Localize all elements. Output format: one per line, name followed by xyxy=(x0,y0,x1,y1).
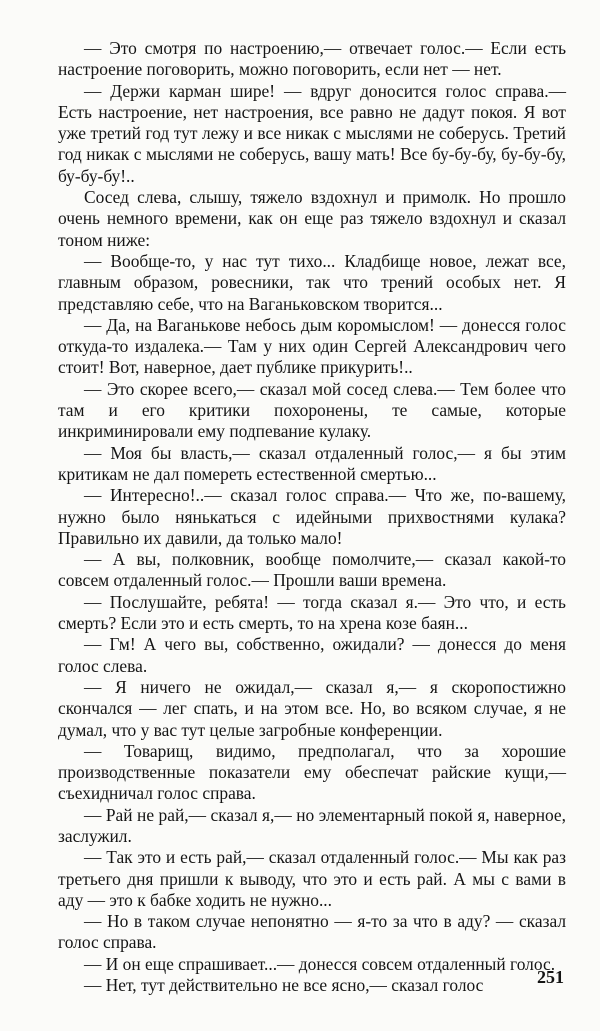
paragraph: — Послушайте, ребята! — тогда сказал я.— Это что, и есть смерть? Если это и есть смерть, то на хрена козе баян... xyxy=(58,591,566,634)
paragraph: — Это смотря по настроению,— отвечает голос.— Если есть настроение поговорить, можно поговорить, если нет — нет. xyxy=(58,38,566,80)
paragraph: Сосед слева, слышу, тяжело вздохнул и примолк. Но прошло очень немного времени, как он еще раз тяжело вздохнул и сказал тоном ниже: xyxy=(58,187,566,250)
paragraph: — Гм! А чего вы, собственно, ожидали? — донесся до меня голос слева. xyxy=(58,634,566,676)
paragraph: — А вы, полковник, вообще помолчите,— сказал какой-то совсем отдаленный голос.— Прошли ваши времена. xyxy=(58,549,566,591)
paragraph: — Моя бы власть,— сказал отдаленный голос,— я бы этим критикам не дал помереть естественной смертью... xyxy=(58,442,566,484)
paragraph: — Товарищ, видимо, предполагал, что за хорошие производственные показатели ему обеспечат райские кущи,— съехидничал голос справа. xyxy=(58,740,566,804)
paragraph: — Вообще-то, у нас тут тихо... Кладбище новое, лежат все, главным образом, ровесники, так что трений особых нет. Я представляю себе, что на Ваганьковском творится... xyxy=(58,250,566,314)
body-text xyxy=(58,38,566,996)
paragraph: — Но в таком случае непонятно — я-то за что в аду? — сказал голос справа. xyxy=(58,911,566,953)
paragraph: — Так это и есть рай,— сказал отдаленный голос.— Мы как раз третьего дня пришли к выводу, что это и есть рай. А мы с вами в аду — это к бабке ходить не нужно... xyxy=(58,847,566,910)
paragraph: — Рай не рай,— сказал я,— но элементарный покой я, наверное, заслужил. xyxy=(58,804,566,846)
page-number: 251 xyxy=(537,967,564,987)
paragraph: — Держи карман шире! — вдруг доносится голос справа.— Есть настроение, нет настроения, все равно не дадут покоя. Я вот уже третий год тут лежу и все никак с мыслями не соберусь. Третий год никак с мыслями не соберусь, вашу мать! Все бу-бу-бу, бу-бу-бу, бу-бу-бу!.. xyxy=(58,80,566,186)
paragraph: — Да, на Ваганькове небось дым коромыслом! — донесся голос откуда-то издалека.— Там у них один Сергей Александрович чего стоит! Вот, наверное, дает публике прикурить!.. xyxy=(58,314,566,378)
paragraph: — Это скорее всего,— сказал мой сосед слева.— Тем более что там и его критики похоронены, те самые, которые инкриминировали ему подпевание кулаку. xyxy=(58,378,566,442)
paragraph: — Интересно!..— сказал голос справа.— Что же, по-вашему, нужно было нянькаться с идейными прихвостнями кулака? Правильно их давили, да только мало! xyxy=(58,485,566,548)
paragraph: — Я ничего не ожидал,— сказал я,— я скоропостижно скончался — лег спать, и на этом все. Но, во всяком случае, я не думал, что у вас тут целые загробные конференции. xyxy=(58,676,566,740)
paragraph: — Нет, тут действительно не все ясно,— сказал голос xyxy=(84,975,484,996)
paragraph: — И он еще спрашивает...— донесся совсем отдаленный голос. xyxy=(84,953,556,974)
